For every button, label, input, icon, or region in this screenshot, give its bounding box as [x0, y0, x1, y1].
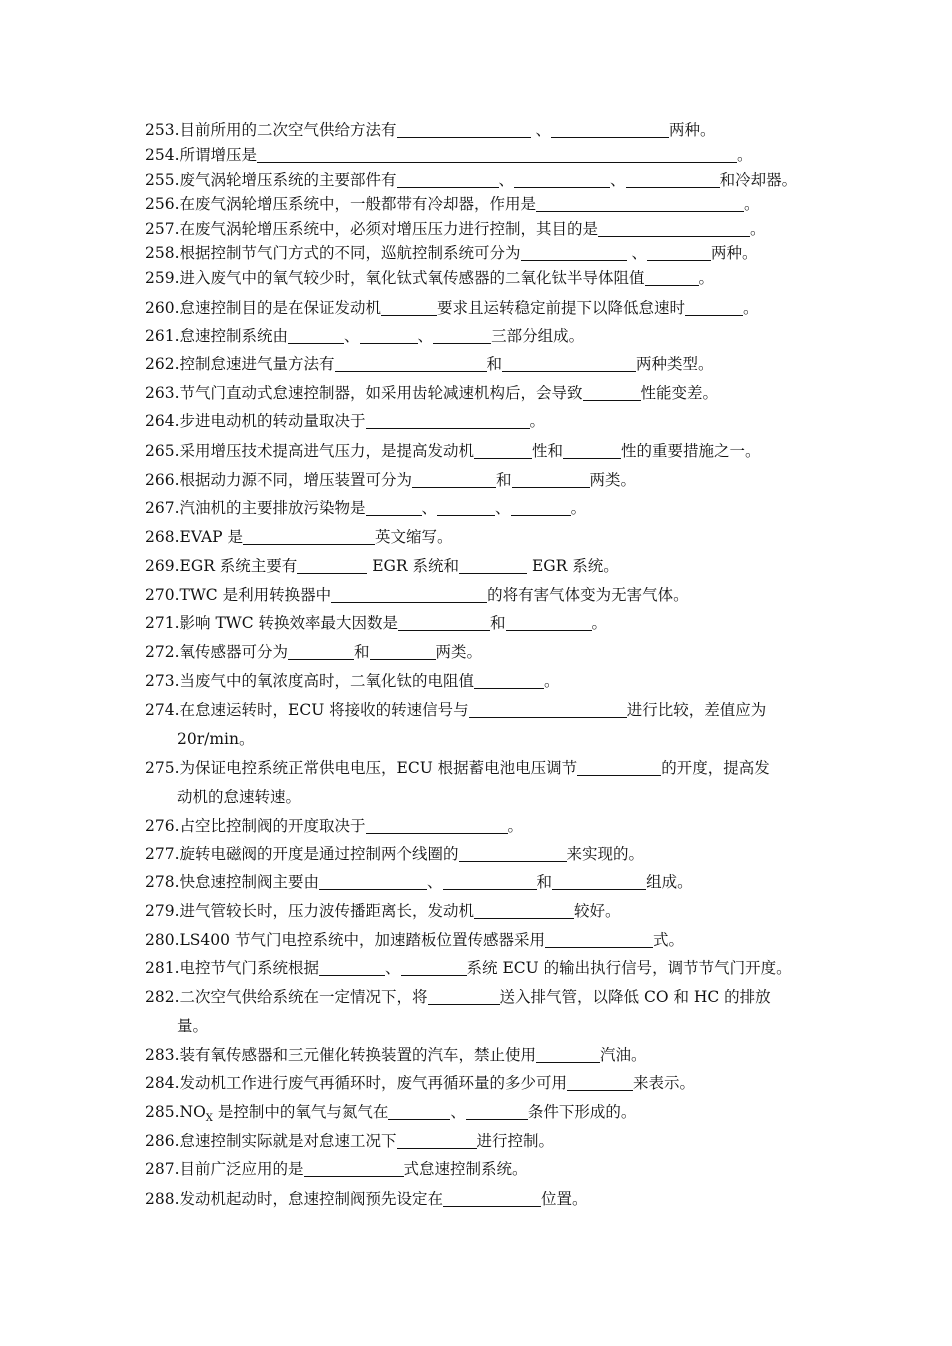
answer-blank[interactable]: [370, 642, 436, 660]
question-item: [145, 897, 817, 926]
answer-blank[interactable]: [397, 170, 499, 188]
question-text: 在废气涡轮增压系统中，必须对增压压力进行控制，其目的是: [179, 220, 599, 238]
question-text: 和冷却器。: [719, 171, 798, 189]
answer-blank[interactable]: [335, 354, 487, 372]
answer-blank[interactable]: [647, 243, 711, 261]
question-text: 、: [495, 499, 511, 517]
question-item: [145, 437, 817, 466]
question-text: 、: [421, 499, 438, 517]
answer-blank[interactable]: [512, 470, 590, 488]
question-item: [145, 552, 817, 581]
question-text: 组成。: [646, 873, 693, 891]
question-number: 265.: [145, 442, 180, 460]
question-item: [145, 812, 817, 841]
question-text: 。: [744, 195, 760, 213]
question-text: 。: [737, 146, 753, 164]
question-text: 性的重要措施之一。: [621, 442, 761, 460]
answer-blank[interactable]: [304, 1159, 404, 1177]
question-number: 279.: [145, 902, 180, 920]
answer-blank[interactable]: [521, 243, 627, 261]
question-text: 要求且运转稳定前提下以降低怠速时: [437, 299, 686, 317]
question-item: [145, 350, 817, 379]
question-text: 和: [536, 873, 553, 891]
question-number: 261.: [145, 327, 180, 345]
answer-blank[interactable]: [459, 844, 567, 862]
question-text: 影响 TWC 转换效率最大因数是: [179, 614, 398, 632]
question-item: [145, 407, 817, 436]
question-number: 273.: [145, 672, 180, 690]
question-text: 。: [570, 499, 587, 517]
question-text: 两类。: [589, 471, 637, 489]
question-text: 、: [385, 959, 401, 977]
question-text: 快怠速控制阀主要由: [179, 873, 320, 891]
question-text: 。: [507, 817, 524, 835]
question-number: 271.: [145, 614, 180, 632]
question-text: EVAP 是: [179, 528, 244, 546]
answer-blank[interactable]: [536, 194, 744, 212]
answer-blank[interactable]: [545, 930, 653, 948]
question-number: 258.: [145, 244, 180, 262]
question-text: 、: [530, 121, 551, 139]
answer-blank[interactable]: [626, 170, 720, 188]
question-text: 和: [496, 471, 512, 489]
question-item: [145, 1041, 817, 1070]
question-text: 节气门直动式怠速控制器，如采用齿轮减速机构后，会导致: [179, 384, 583, 402]
question-item: [145, 754, 817, 812]
question-text: 、: [626, 244, 647, 262]
question-text: 条件下形成的。: [527, 1103, 637, 1121]
question-text: EGR 系统。: [527, 557, 619, 575]
question-number: 269.: [145, 557, 180, 575]
question-item: [145, 494, 817, 523]
question-text: 二次空气供给系统在一定情况下，将: [179, 988, 428, 1006]
question-text: 两种。: [710, 244, 758, 262]
question-text: 性能变差。: [640, 384, 719, 402]
question-text: 、: [344, 327, 360, 345]
question-item: [145, 840, 817, 869]
question-number: 278.: [145, 873, 180, 891]
answer-blank[interactable]: [397, 120, 531, 138]
question-number: 262.: [145, 355, 180, 373]
question-number: 270.: [145, 586, 180, 604]
question-item: [145, 322, 817, 351]
question-number: 257.: [145, 220, 180, 238]
question-text: 在怠速运转时，ECU 将接收的转速信号与: [179, 701, 469, 719]
question-number: 268.: [145, 528, 180, 546]
answer-blank[interactable]: [288, 642, 354, 660]
question-item: [145, 609, 817, 638]
question-text: 占空比控制阀的开度取决于: [179, 817, 366, 835]
question-item: [145, 379, 817, 408]
question-continuation: 量。: [177, 1017, 209, 1035]
answer-blank[interactable]: [506, 613, 592, 631]
question-text: 根据控制节气门方式的不同，巡航控制系统可分为: [179, 244, 521, 262]
question-number: 285.: [145, 1103, 180, 1121]
question-text: 来表示。: [633, 1074, 696, 1092]
answer-blank[interactable]: [428, 987, 500, 1005]
question-text: 所谓增压是: [179, 146, 258, 164]
answer-blank[interactable]: [366, 498, 422, 516]
question-number: 253.: [145, 121, 180, 139]
answer-blank[interactable]: [397, 1131, 477, 1149]
question-text: 。: [529, 412, 546, 430]
question-text: 和: [490, 614, 506, 632]
question-number: 274.: [145, 701, 180, 719]
answer-blank[interactable]: [360, 326, 418, 344]
question-text: 的开度，提高发: [661, 759, 770, 777]
question-continuation: 20r/min。: [177, 730, 255, 748]
question-text: 怠速控制目的是在保证发动机: [179, 299, 382, 317]
answer-blank[interactable]: [288, 326, 344, 344]
question-continuation: 动机的怠速转速。: [177, 788, 302, 806]
answer-blank[interactable]: [567, 1073, 633, 1091]
question-number: 260.: [145, 299, 180, 317]
answer-blank[interactable]: [257, 145, 737, 163]
question-number: 266.: [145, 471, 180, 489]
answer-blank[interactable]: [366, 411, 530, 429]
answer-blank[interactable]: [502, 354, 636, 372]
answer-blank[interactable]: [563, 441, 621, 459]
question-text: 。: [544, 672, 560, 690]
answer-blank[interactable]: [412, 470, 496, 488]
question-item: [145, 1185, 817, 1214]
answer-blank[interactable]: [645, 268, 699, 286]
question-number: 263.: [145, 384, 180, 402]
answer-blank[interactable]: [469, 700, 627, 718]
question-text: 来实现的。: [566, 845, 645, 863]
answer-blank[interactable]: [466, 1102, 528, 1120]
question-text: 系统 ECU 的输出执行信号，调节节气门开度。: [466, 959, 792, 977]
question-text: 汽油机的主要排放污染物是: [179, 499, 366, 517]
question-text: 目前所用的二次空气供给方法有: [179, 121, 397, 139]
question-number: 254.: [145, 146, 180, 164]
question-text: 、: [417, 327, 434, 345]
question-number: 264.: [145, 412, 180, 430]
answer-blank[interactable]: [331, 585, 487, 603]
question-text: 两类。: [435, 643, 483, 661]
question-text: 位置。: [541, 1190, 588, 1208]
question-text: 和: [354, 643, 370, 661]
question-number: 281.: [145, 959, 180, 977]
question-item: [145, 1069, 817, 1098]
question-text: 性和: [532, 442, 564, 460]
question-text: 、: [450, 1103, 466, 1121]
answer-blank[interactable]: [577, 758, 661, 776]
answer-blank[interactable]: [401, 958, 467, 976]
answer-blank[interactable]: [398, 613, 490, 631]
answer-blank[interactable]: [474, 671, 544, 689]
question-item: [145, 1155, 817, 1184]
question-item: [145, 696, 817, 754]
question-text: 。: [750, 220, 766, 238]
answer-blank[interactable]: [319, 958, 385, 976]
question-item: [145, 667, 817, 696]
question-text: EGR 系统和: [367, 557, 460, 575]
answer-blank[interactable]: [243, 527, 375, 545]
question-number: 280.: [145, 931, 180, 949]
question-number: 282.: [145, 988, 180, 1006]
question-item: [145, 523, 817, 552]
question-item: [145, 638, 817, 667]
question-text: 式怠速控制系统。: [403, 1160, 528, 1178]
question-text: 进行比较，差值应为: [626, 701, 767, 719]
question-text: 电控节气门系统根据: [179, 959, 320, 977]
question-number: 276.: [145, 817, 180, 835]
question-text: 怠速控制系统由: [179, 327, 289, 345]
question-text: 步进电动机的转动量取决于: [179, 412, 366, 430]
answer-blank[interactable]: [381, 298, 437, 316]
question-text: 目前广泛应用的是: [179, 1160, 304, 1178]
answer-blank[interactable]: [551, 120, 669, 138]
question-text: 三部分组成。: [491, 327, 585, 345]
answer-blank[interactable]: [685, 298, 743, 316]
question-item: [145, 466, 817, 495]
answer-blank[interactable]: [297, 556, 367, 574]
question-number: 267.: [145, 499, 180, 517]
question-item: [145, 868, 817, 897]
question-text: LS400 节气门电控系统中，加速踏板位置传感器采用: [179, 931, 545, 949]
answer-blank[interactable]: [437, 498, 495, 516]
answer-blank[interactable]: [552, 872, 646, 890]
question-text: 控制怠速进气量方法有: [179, 355, 335, 373]
question-text: 旋转电磁阀的开度是通过控制两个线圈的: [179, 845, 459, 863]
answer-blank[interactable]: [388, 1102, 450, 1120]
question-text: 两种类型。: [636, 355, 714, 373]
question-text: 、: [427, 873, 443, 891]
question-text: 送入排气管，以降低 CO 和 HC 的排放: [499, 988, 771, 1006]
answer-blank[interactable]: [536, 1045, 600, 1063]
question-item: [145, 581, 817, 610]
question-number: 288.: [145, 1190, 180, 1208]
question-text: 、: [610, 171, 626, 189]
question-text: 进气管较长时，压力波传播距离长，发动机: [179, 902, 475, 920]
question-number: 259.: [145, 269, 180, 287]
question-text: 汽油。: [600, 1046, 647, 1064]
question-text: 。: [743, 299, 759, 317]
question-number: 275.: [145, 759, 180, 777]
question-text: 为保证电控系统正常供电电压，ECU 根据蓄电池电压调节: [179, 759, 578, 777]
answer-blank[interactable]: [583, 383, 641, 401]
question-text: 。: [698, 269, 715, 287]
answer-blank[interactable]: [443, 1189, 541, 1207]
question-number: 272.: [145, 643, 180, 661]
question-text: EGR 系统主要有: [179, 557, 298, 575]
answer-blank[interactable]: [514, 170, 610, 188]
answer-blank[interactable]: [474, 901, 574, 919]
question-text: 、: [498, 171, 515, 189]
question-text: 较好。: [574, 902, 621, 920]
question-text: 进入废气中的氧气较少时，氧化钛式氧传感器的二氧化钛半导体阻值: [179, 269, 645, 287]
question-text: 英文缩写。: [375, 528, 453, 546]
question-item: [145, 983, 817, 1041]
question-item: [145, 926, 817, 955]
question-text: 。: [591, 614, 608, 632]
question-text: TWC 是利用转换器中: [179, 586, 332, 604]
question-text: 发动机工作进行废气再循环时，废气再循环量的多少可用: [179, 1074, 568, 1092]
question-number: 277.: [145, 845, 180, 863]
question-text: 进行控制。: [476, 1132, 555, 1150]
answer-blank[interactable]: [366, 816, 508, 834]
question-item: [145, 294, 817, 323]
answer-blank[interactable]: [319, 872, 427, 890]
question-number: 283.: [145, 1046, 180, 1064]
answer-blank[interactable]: [433, 326, 491, 344]
question-text: $NO_X$ 是控制中的氧气与氮气在: [179, 1103, 389, 1125]
answer-blank[interactable]: [443, 872, 537, 890]
question-text: 发动机起动时，怠速控制阀预先设定在: [179, 1190, 444, 1208]
question-text: 装有氧传感器和三元催化转换装置的汽车，禁止使用: [179, 1046, 537, 1064]
question-number: 284.: [145, 1074, 180, 1092]
question-text: 两种。: [668, 121, 716, 139]
question-text: 废气涡轮增压系统的主要部件有: [179, 171, 397, 189]
answer-blank[interactable]: [598, 219, 750, 237]
answer-blank[interactable]: [511, 498, 571, 516]
question-number: 287.: [145, 1160, 180, 1178]
question-text: 氧传感器可分为: [179, 643, 289, 661]
question-item: [145, 1127, 817, 1156]
question-text: 采用增压技术提高进气压力，是提高发动机: [179, 442, 475, 460]
question-text: 的将有害气体变为无害气体。: [487, 586, 689, 604]
answer-blank[interactable]: [474, 441, 532, 459]
question-text: 根据动力源不同，增压装置可分为: [179, 471, 413, 489]
question-text: 当废气中的氧浓度高时，二氧化钛的电阻值: [179, 672, 475, 690]
question-number: 286.: [145, 1132, 180, 1150]
question-item: [145, 954, 817, 983]
question-text: 在废气涡轮增压系统中，一般都带有冷却器，作用是: [179, 195, 537, 213]
question-text: 怠速控制实际就是对怠速工况下: [179, 1132, 397, 1150]
question-number: 256.: [145, 195, 180, 213]
answer-blank[interactable]: [459, 556, 527, 574]
question-text: 和: [486, 355, 503, 373]
question-item: [145, 264, 817, 293]
question-number: 255.: [145, 171, 180, 189]
question-text: 式。: [652, 931, 684, 949]
